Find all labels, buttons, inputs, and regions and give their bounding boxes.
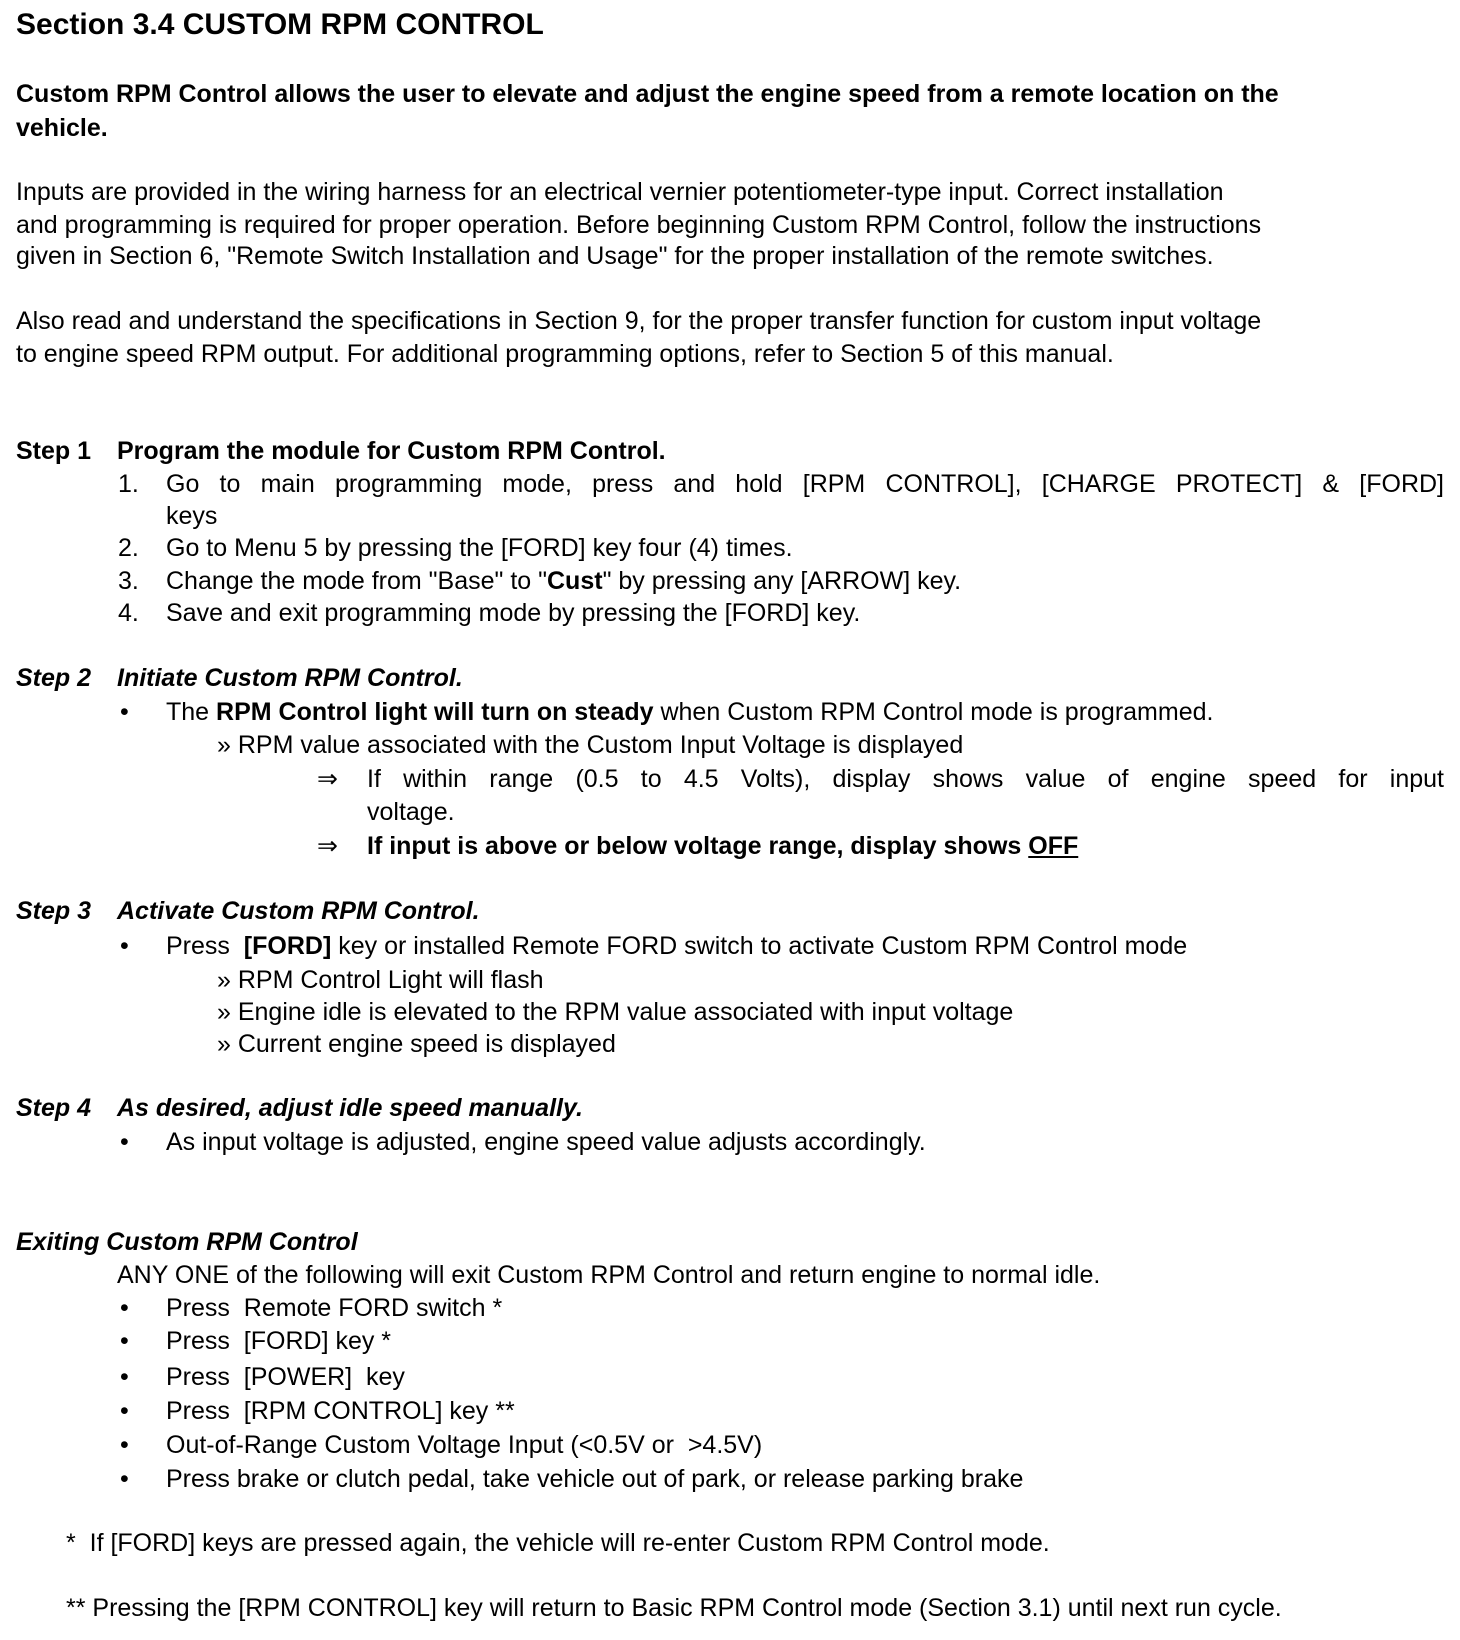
bullet-icon: • <box>120 1327 129 1355</box>
step-heading: Initiate Custom RPM Control. <box>117 664 463 692</box>
exit-intro: ANY ONE of the following will exit Custom RPM Control and return engine to normal idle. <box>117 1261 1101 1289</box>
bullet-icon: • <box>120 1431 129 1459</box>
sub-item: » Engine idle is elevated to the RPM value associated with input voltage <box>217 998 1014 1026</box>
exit-list-item: Out-of-Range Custom Voltage Input (<0.5V or >4.5V) <box>166 1431 763 1459</box>
text: when Custom RPM Control mode is programmed. <box>653 698 1214 726</box>
list-item-cont: keys <box>166 502 218 530</box>
list-number: 2. <box>118 534 139 562</box>
list-item: Go to main programming mode, press and hold [RPM CONTROL], [CHARGE PROTECT] & [FORD] <box>166 470 1444 498</box>
sub-item: » RPM Control Light will flash <box>217 966 544 994</box>
step-label: Step 2 <box>16 664 92 692</box>
section-subheading: Exiting Custom RPM Control <box>16 1228 358 1256</box>
intro-line: vehicle. <box>16 114 108 142</box>
paragraph-line: given in Section 6, "Remote Switch Installation and Usage" for the proper installation of the remote switches. <box>16 242 1214 270</box>
arrow-icon: ⇒ <box>317 765 338 793</box>
arrow-item <box>367 831 1078 861</box>
arrow-item-cont: voltage. <box>367 798 455 826</box>
text-bold: RPM Control light will turn on steady <box>216 698 654 726</box>
list-number: 3. <box>118 567 139 595</box>
bullet-icon: • <box>120 698 129 726</box>
step-label: Step 4 <box>16 1094 92 1122</box>
bullet-icon: • <box>120 1397 129 1425</box>
list-item: Go to Menu 5 by pressing the [FORD] key four (4) times. <box>166 534 793 562</box>
bullet-item <box>166 697 1213 727</box>
bullet-icon: • <box>120 932 129 960</box>
sub-item: » Current engine speed is displayed <box>217 1030 616 1058</box>
page-title: Section 3.4 CUSTOM RPM CONTROL <box>16 8 544 41</box>
list-item <box>166 566 961 596</box>
exit-list-item: Press [FORD] key * <box>166 1327 392 1355</box>
paragraph-line: and programming is required for proper operation. Before beginning Custom RPM Control, follow the instructions <box>16 211 1262 239</box>
paragraph-line: Inputs are provided in the wiring harness for an electrical vernier potentiometer-type input. Correct installation <box>16 178 1224 206</box>
bullet-icon: • <box>120 1363 129 1391</box>
text: The <box>166 698 217 726</box>
bullet-icon: • <box>120 1465 129 1493</box>
arrow-icon: ⇒ <box>317 832 338 860</box>
step-heading: Program the module for Custom RPM Control. <box>117 437 666 465</box>
footnote: * If [FORD] keys are pressed again, the vehicle will re-enter Custom RPM Control mode. <box>66 1529 1050 1557</box>
list-number: 1. <box>118 470 139 498</box>
list-number: 4. <box>118 599 139 627</box>
arrow-item: If within range (0.5 to 4.5 Volts), display shows value of engine speed for input <box>367 765 1444 793</box>
step-heading: Activate Custom RPM Control. <box>117 897 480 925</box>
text: Press <box>166 932 244 960</box>
sub-item: » RPM value associated with the Custom Input Voltage is displayed <box>217 731 964 759</box>
step-heading: As desired, adjust idle speed manually. <box>117 1094 583 1122</box>
mode-cust: Cust <box>547 567 603 595</box>
bullet-item <box>166 931 1187 961</box>
paragraph-line: Also read and understand the specifications in Section 9, for the proper transfer function for custom input voltage <box>16 307 1262 335</box>
text: key or installed Remote FORD switch to activate Custom RPM Control mode <box>331 932 1188 960</box>
text-bold: [FORD] <box>243 932 332 960</box>
step-label: Step 3 <box>16 897 92 925</box>
off-text: OFF <box>1028 832 1079 860</box>
text: Change the mode from "Base" to " <box>166 567 547 595</box>
paragraph-line: to engine speed RPM output. For additional programming options, refer to Section 5 of this manual. <box>16 340 1114 368</box>
bullet-icon: • <box>120 1294 129 1322</box>
exit-list-item: Press Remote FORD switch * <box>166 1294 503 1322</box>
text: " by pressing any [ARROW] key. <box>602 567 962 595</box>
list-item: Save and exit programming mode by pressing the [FORD] key. <box>166 599 861 627</box>
text-bold: If input is above or below voltage range, display shows <box>367 832 1029 860</box>
bullet-item: As input voltage is adjusted, engine speed value adjusts accordingly. <box>166 1128 926 1156</box>
intro-line: Custom RPM Control allows the user to elevate and adjust the engine speed from a remote location on the <box>16 80 1279 108</box>
footnote: ** Pressing the [RPM CONTROL] key will return to Basic RPM Control mode (Section 3.1) until next run cycle. <box>66 1594 1282 1622</box>
exit-list-item: Press [POWER] key <box>166 1363 405 1391</box>
exit-list-item: Press brake or clutch pedal, take vehicle out of park, or release parking brake <box>166 1465 1024 1493</box>
exit-list-item: Press [RPM CONTROL] key ** <box>166 1397 515 1425</box>
step-label: Step 1 <box>16 437 92 465</box>
bullet-icon: • <box>120 1128 129 1156</box>
